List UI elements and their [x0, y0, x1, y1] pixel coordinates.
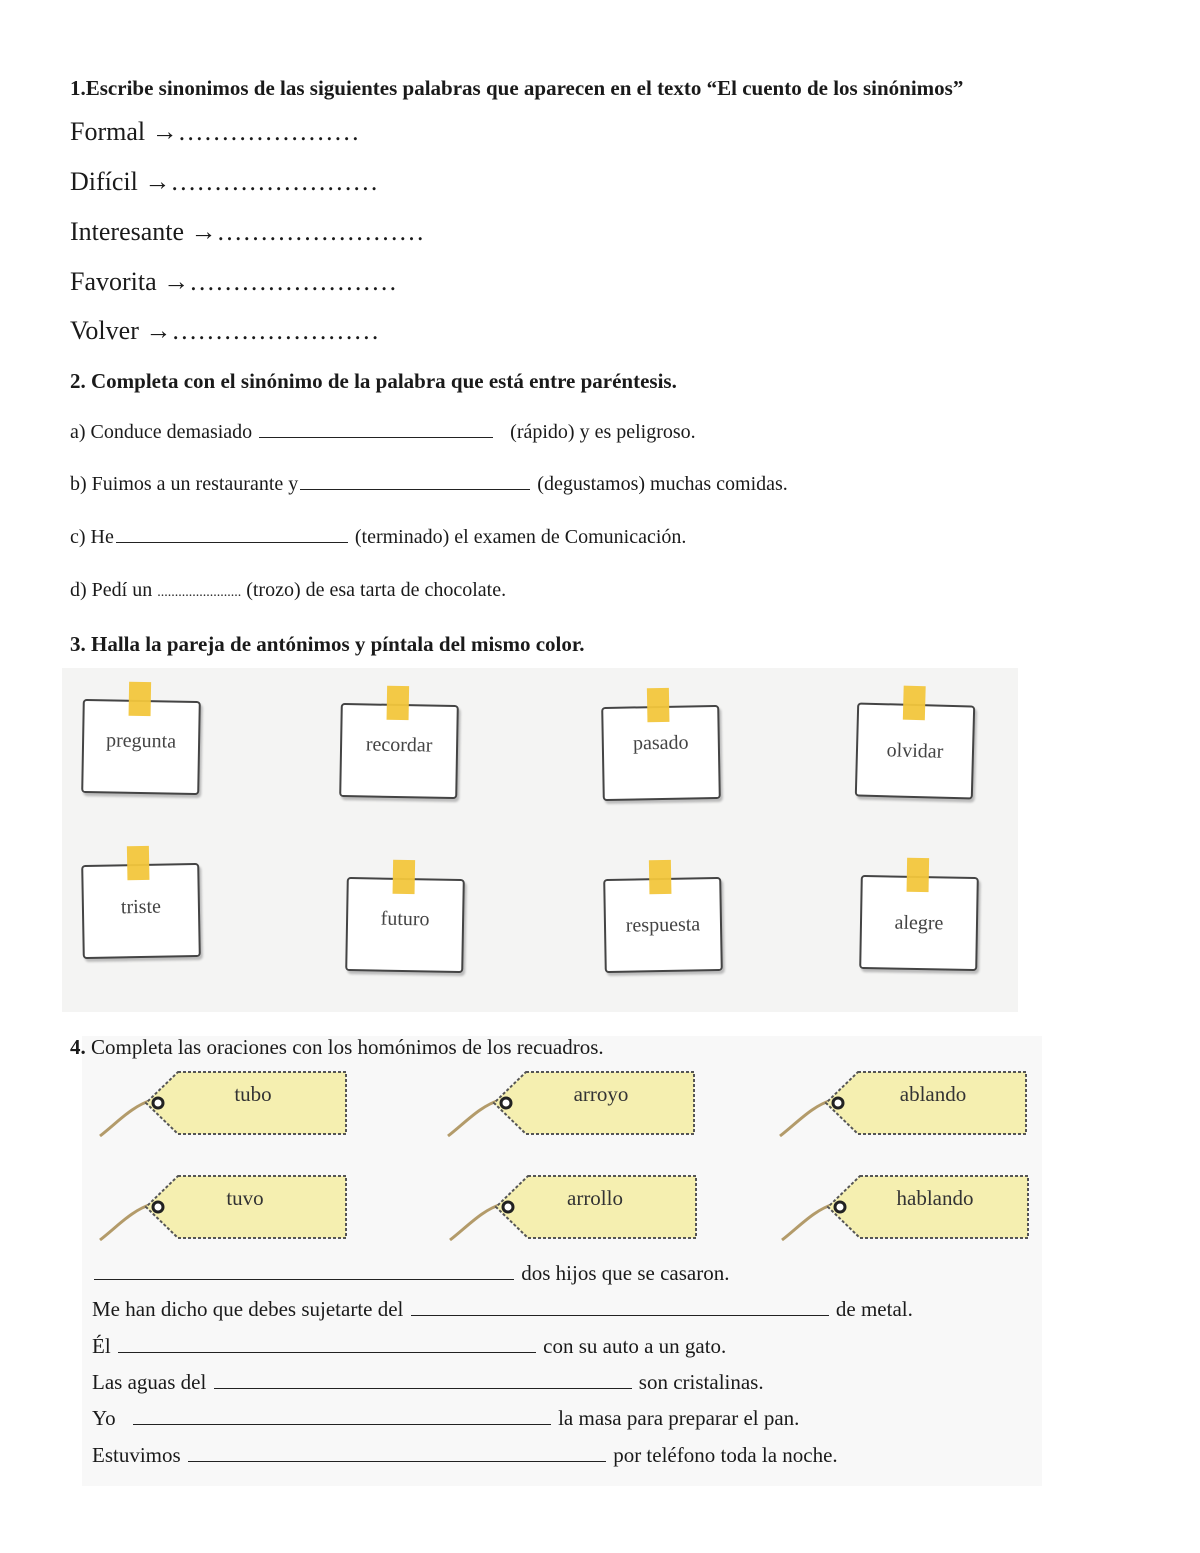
- word-tag[interactable]: [98, 1174, 328, 1234]
- sentence-text: Me han dicho que debes sujetarte del: [92, 1297, 404, 1321]
- sentence-c: [70, 526, 686, 549]
- item-word: Favorita: [70, 267, 157, 296]
- answer-blank[interactable]: [300, 488, 530, 490]
- arrow-icon: →: [144, 167, 171, 196]
- arrow-icon: →: [151, 117, 178, 146]
- section4-number: 4.: [70, 1035, 86, 1059]
- note-word: alegre: [894, 911, 944, 935]
- synonym-item-volver: [70, 316, 379, 346]
- tag-word: tuvo: [226, 1186, 264, 1210]
- tag-word: ablando: [899, 1082, 967, 1106]
- synonym-item-interesante: [70, 217, 425, 247]
- sentence-text: por teléfono toda la noche.: [613, 1443, 838, 1467]
- answer-blank[interactable]: [259, 436, 493, 438]
- sentence-text: b) Fuimos a un restaurante y: [70, 473, 299, 495]
- word-tag[interactable]: [446, 1070, 676, 1130]
- tag-word: arroyo: [573, 1082, 629, 1106]
- antonym-panel: [62, 668, 1018, 1012]
- sentence-text: son cristalinas.: [638, 1370, 764, 1394]
- homonym-sentence-1: [92, 1261, 729, 1286]
- sentence-text: (rápido) y es peligroso.: [510, 421, 696, 443]
- note-card[interactable]: [601, 705, 721, 801]
- note-card[interactable]: [81, 699, 201, 795]
- sentence-text: de metal.: [835, 1297, 913, 1321]
- item-word: Difícil: [70, 167, 138, 196]
- tape-icon: [647, 688, 670, 722]
- answer-blank[interactable]: [188, 1460, 606, 1462]
- note-card[interactable]: [603, 877, 723, 973]
- tag-word: hablando: [896, 1186, 974, 1210]
- answer-dots[interactable]: ……………………: [171, 316, 380, 345]
- tape-icon: [393, 860, 416, 894]
- sentence-text: Él: [92, 1334, 111, 1358]
- answer-blank[interactable]: [116, 541, 348, 543]
- answer-blank[interactable]: [94, 1278, 514, 1280]
- homonym-sentence-2: [92, 1297, 913, 1322]
- tape-icon: [127, 846, 150, 880]
- answer-dots[interactable]: ……………………: [216, 217, 425, 246]
- section4-title-text: Completa las oraciones con los homónimos de los recuadros.: [91, 1035, 604, 1059]
- arrow-icon: →: [163, 267, 190, 296]
- arrow-icon: →: [145, 316, 172, 345]
- sentence-text: (terminado) el examen de Comunicación.: [354, 526, 687, 548]
- sentence-text: dos hijos que se casaron.: [521, 1261, 730, 1285]
- item-word: Volver: [70, 316, 139, 345]
- sentence-text: d) Pedí un: [70, 579, 153, 601]
- synonym-item-formal: [70, 117, 360, 147]
- answer-dots[interactable]: ……………………: [170, 167, 379, 196]
- sentence-d: [70, 579, 506, 602]
- note-card[interactable]: [339, 703, 459, 799]
- section4-title: [70, 1035, 604, 1060]
- note-card[interactable]: [859, 875, 979, 971]
- answer-blank[interactable]: [118, 1351, 536, 1353]
- arrow-icon: →: [190, 217, 217, 246]
- answer-dots[interactable]: ........................: [157, 585, 242, 600]
- section1-title: 1.Escribe sinonimos de las siguientes palabras que aparecen en el texto “El cuento de los sinónimos”: [70, 76, 964, 100]
- note-word: recordar: [365, 733, 433, 757]
- note-card[interactable]: [345, 877, 465, 973]
- answer-dots[interactable]: …………………: [177, 117, 360, 146]
- homonym-sentence-6: [92, 1443, 838, 1468]
- sentence-b: [70, 473, 788, 496]
- tag-word: arrollo: [567, 1186, 623, 1210]
- sentence-text: (trozo) de esa tarta de chocolate.: [246, 579, 507, 601]
- sentence-text: (degustamos) muchas comidas.: [537, 473, 788, 495]
- sentence-text: con su auto a un gato.: [543, 1334, 727, 1358]
- note-word: pregunta: [105, 729, 177, 753]
- item-word: Formal: [70, 117, 146, 146]
- note-word: olvidar: [886, 739, 944, 763]
- note-word: respuesta: [625, 913, 701, 937]
- note-word: triste: [120, 895, 162, 919]
- sentence-text: c) He: [70, 526, 114, 548]
- homonym-sentence-4: [92, 1370, 764, 1395]
- answer-blank[interactable]: [214, 1387, 632, 1389]
- section2-title: 2. Completa con el sinónimo de la palabra que está entre paréntesis.: [70, 369, 677, 393]
- item-word: Interesante: [70, 217, 185, 246]
- synonym-item-favorita: [70, 267, 397, 297]
- word-tag[interactable]: [780, 1174, 1010, 1234]
- answer-blank[interactable]: [133, 1423, 551, 1425]
- tape-icon: [907, 858, 930, 892]
- sentence-text: Las aguas del: [92, 1370, 207, 1394]
- answer-blank[interactable]: [411, 1314, 829, 1316]
- tape-icon: [387, 686, 410, 720]
- sentence-text: Estuvimos: [92, 1443, 181, 1467]
- note-card[interactable]: [81, 863, 201, 959]
- tape-icon: [649, 860, 672, 894]
- sentence-text: a) Conduce demasiado: [70, 421, 253, 443]
- homonym-sentence-3: [92, 1334, 726, 1359]
- synonym-item-dificil: [70, 167, 378, 197]
- note-word: futuro: [380, 907, 430, 931]
- homonym-sentence-5: [92, 1406, 799, 1431]
- note-word: pasado: [632, 731, 689, 755]
- tag-word: tubo: [234, 1082, 272, 1106]
- sentence-text: Yo: [92, 1406, 116, 1430]
- sentence-text: la masa para preparar el pan.: [558, 1406, 800, 1430]
- section3-title: 3. Halla la pareja de antónimos y píntala del mismo color.: [70, 632, 585, 656]
- sentence-a: [70, 421, 696, 444]
- tape-icon: [129, 682, 152, 716]
- answer-dots[interactable]: ……………………: [189, 267, 398, 296]
- word-tag[interactable]: [448, 1174, 678, 1234]
- word-tag[interactable]: [98, 1070, 328, 1130]
- word-tag[interactable]: [778, 1070, 1008, 1130]
- tape-icon: [903, 686, 926, 721]
- note-card[interactable]: [855, 702, 975, 799]
